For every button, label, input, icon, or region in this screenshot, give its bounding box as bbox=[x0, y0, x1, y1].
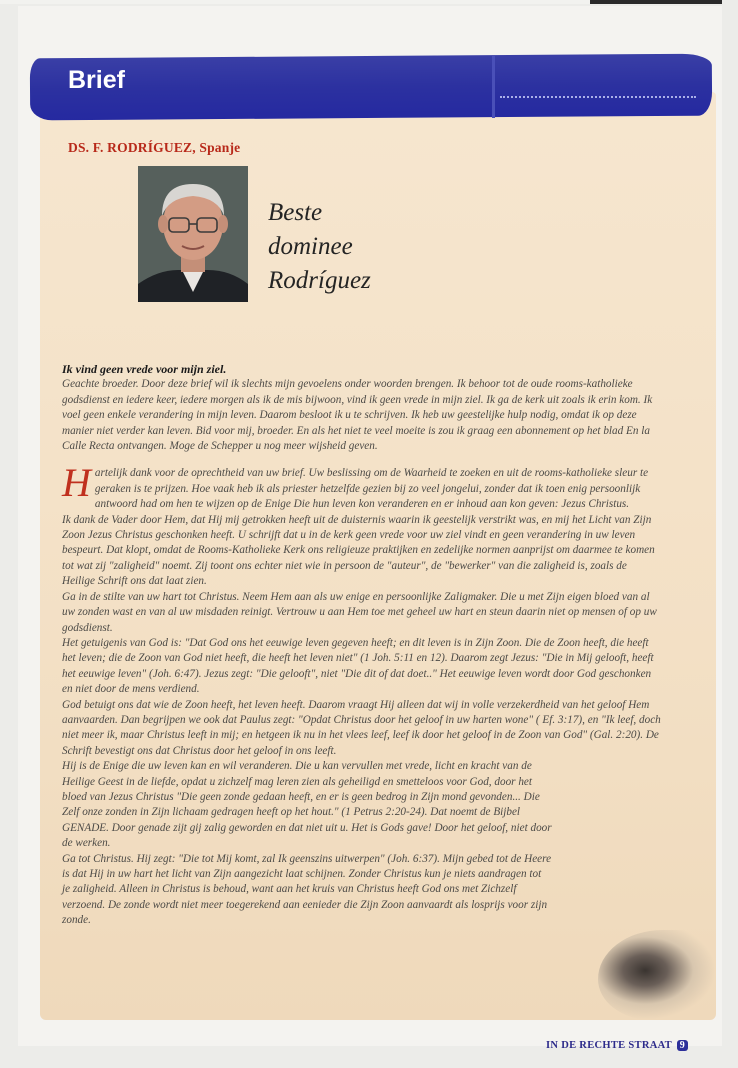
reply-paragraph: Ga tot Christus. Hij zegt: "Die tot Mij komt, zal Ik geenszins uitwerpen" (Joh. 6:37). Mijn gebed tot de Heere is dat Hij in uw hart het licht van Zijn aangezicht laat schijnen. Zonder Christus kun je niets aandragen tot je zaligheid. Alleen in Christus is behoud, want aan het kruis van Christus heeft God ons met Zichzelf verzoend. De zonde wordt niet meer toegerekend aan eenieder die Zijn Zoon aanvaardt als losprijs voor zijn zonde. bbox=[62, 852, 552, 927]
page-number: 9 bbox=[677, 1040, 688, 1051]
letter-salutation bbox=[268, 196, 371, 298]
top-edge bbox=[0, 0, 738, 4]
reply-paragraph: Ik dank de Vader door Hem, dat Hij mij getrokken heeft uit de duisternis waarin ik geestelijk verstrikt was, en mij het Licht van Zijn Zoon Jezus Christus geschonken heeft. U schrijft dat u in de kerk geen vrede voor uw ziel vindt en geen verandering in uw leven bespeurt. Dat klopt, omdat de Rooms-Katholieke Kerk ons religieuze praktijken en zedelijke normen aanprijst om daarmee te komen tot wat zij "zaligheid" noemt. Zij toont ons echter niet wie in persoon de "auteur", de "bewerker" van die zaligheid is, zoals de Heilige Schrift ons dat laat zien. bbox=[62, 513, 655, 588]
banner-dotted-rule bbox=[500, 96, 696, 98]
reply-text: artelijk dank voor de oprechtheid van uw brief. Uw beslissing om de Waarheid te zoeken en uit de rooms-katholieke sleur te geraken is te prijzen. Hoe vaak heb ik als priester hetzelfde gezien bij zo veel jongelui, zonder dat ik toen enig persoonlijk antwoord had om hen te wijzen op de Enige Die hun leven kon veranderen en er inhoud aan kon geven: Jezus Christus. bbox=[94, 467, 649, 511]
section-title: Brief bbox=[68, 66, 125, 94]
reply-paragraph: Het getuigenis van God is: "Dat God ons het eeuwige leven gegeven heeft; en dit leven is in Zijn Zoon. Die de Zoon heeft, die heeft het leven; die de Zoon van God niet heeft, die heeft het leven niet" (1 Joh. 5:11 en 12). Daarom zegt Jezus: "Die in Mij gelooft, heeft het eeuwige leven" (Joh. 6:47). Jezus zegt: "Die gelooft", niet "Die dit of dat doet.." Het eeuwige leven wordt door God geschonken en niet door de mens verdiend. bbox=[62, 636, 654, 696]
banner-divider bbox=[492, 56, 495, 118]
author-portrait bbox=[138, 166, 248, 302]
section-banner bbox=[30, 54, 712, 121]
author-byline: DS. F. RODRÍGUEZ, Spanje bbox=[68, 140, 241, 155]
reply-paragraph: God betuigt ons dat wie de Zoon heeft, het leven heeft. Daarom vraagt Hij alleen dat wij in volle verzekerdheid van het geloof Hem aanvaarden. Dan begrijpen we ook dat Paulus zegt: "Opdat Christus door het geloof in uw harten wone" ( Ef. 3:17), en "Ik leef, doch niet meer ik, maar Christus leeft in mij; en hetgeen ik nu in het vlees leef, leef ik door het geloof in de Zoon van God" (Gal. 2:20). De Schrift bevestigt ons dat Christus door het geloof in ons leeft. bbox=[62, 698, 661, 757]
reply-paragraph bbox=[62, 460, 662, 512]
letter-title: Ik vind geen vrede voor mijn ziel. bbox=[62, 362, 227, 376]
page-footer bbox=[546, 1040, 688, 1051]
magazine-name: IN DE RECHTE STRAAT bbox=[546, 1040, 672, 1051]
salutation-line: Beste bbox=[268, 199, 323, 226]
salutation-line: Rodríguez bbox=[268, 267, 371, 294]
reply-paragraph: Hij is de Enige die uw leven kan en wil veranderen. Die u kan vervullen met vrede, licht en kracht van de Heilige Geest in de liefde, opdat u zichzelf mag leren zien als geheiligd en smetteloos voor God, door het bloed van Jezus Christus "Die geen zonde gedaan heeft, en er is geen bedrog in Zijn mond gevonden... Die Zelf onze zonden in Zijn lichaam gedragen heeft op het hout." (1 Petrus 2:20-24). Dat noemt de Bijbel GENADE. Door genade zijt gij zalig geworden en dat niet uit u. Het is Gods gave! Door het geloof, niet door de werken. bbox=[62, 760, 552, 850]
reply-paragraph: Ga in de stilte van uw hart tot Christus. Neem Hem aan als uw enige en persoonlijke Zaligmaker. Die u met Zijn eigen bloed van al uw zonden wast en van al uw misdaden reinigt. Vertrouw u aan Hem toe met geheel uw hart en steun daarin niet op mensen of op uw godsdienst. bbox=[62, 590, 657, 634]
drop-cap: H bbox=[62, 460, 91, 506]
portrait-photo bbox=[138, 166, 248, 302]
article-body bbox=[62, 362, 662, 929]
reader-letter: Geachte broeder. Door deze brief wil ik slechts mijn gevoelens onder woorden brengen. Ik behoor tot de oude rooms-katholieke godsdienst en iedere keer, iedere morgen als ik de mis bijwoon, vind ik geen vrede in mijn ziel. Ik ga de kerk uit zoals ik erin kom. Ik voel geen enkele verandering in mijn leven. Daarom besloot ik u te schrijven. Ik heb uw geestelijke hulp nodig, omdat ik op deze manier niet verder kan leven. Bid voor mij, broeder. En als het niet te veel moeite is zou ik graag een abonnement op het blad En la Calle Recta ontvangen. Moge de Schepper u nog meer wijsheid geven. bbox=[62, 378, 653, 453]
salutation-line: dominee bbox=[268, 233, 353, 260]
